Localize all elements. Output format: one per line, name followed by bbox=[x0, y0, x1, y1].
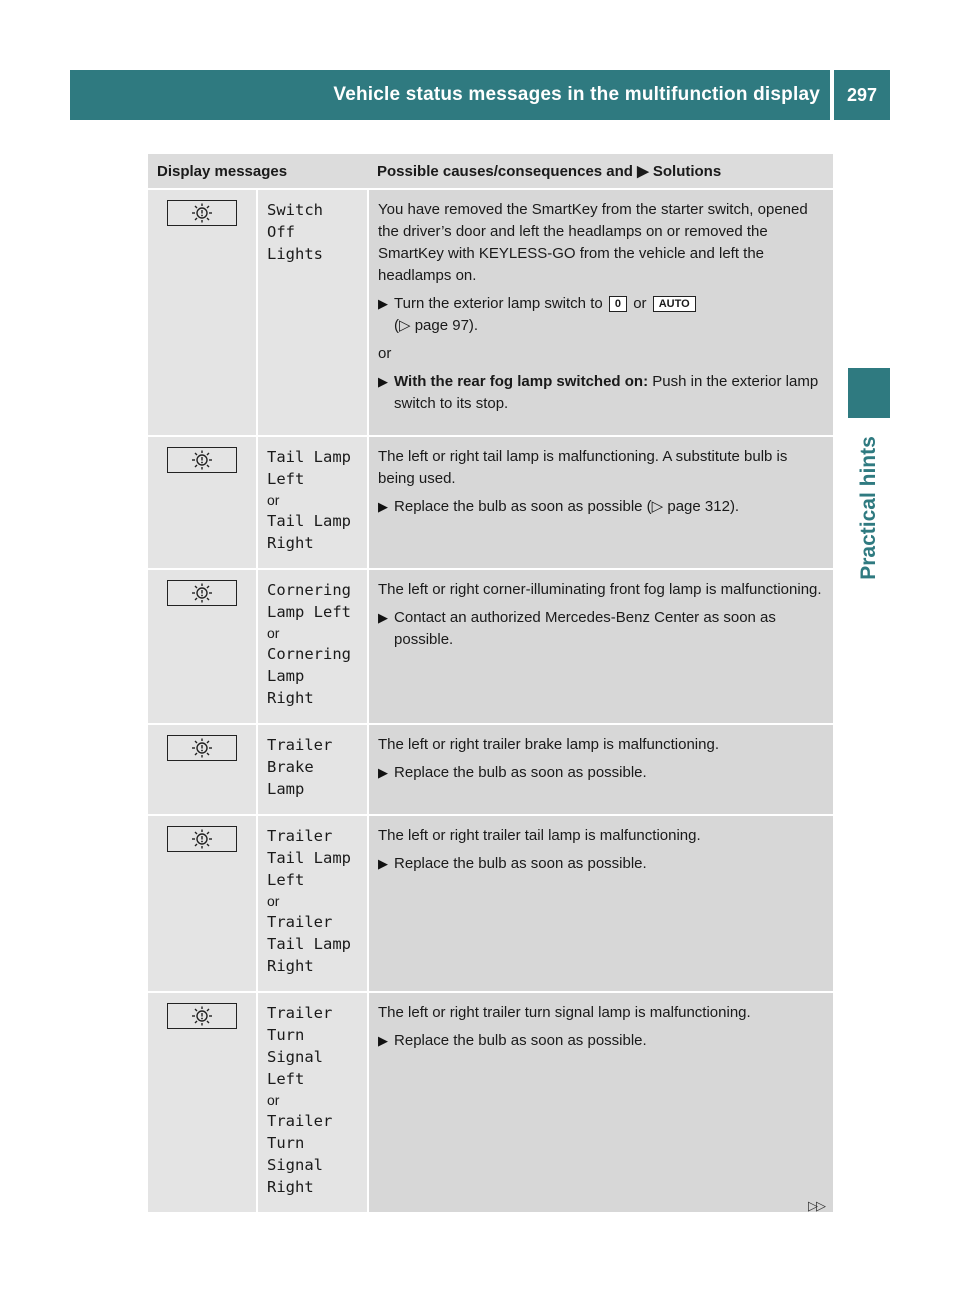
solution-step bbox=[378, 496, 824, 518]
step-text-part: Push in the exterior lamp switch to its stop. bbox=[394, 373, 819, 412]
icon-cell bbox=[148, 569, 257, 724]
or-text: or bbox=[267, 893, 280, 909]
display-message-line: Trailer bbox=[267, 1112, 333, 1130]
cause-text: The left or right trailer tail lamp is malfunctioning. bbox=[378, 827, 701, 844]
icon-cell bbox=[148, 724, 257, 815]
bulb-warning-icon bbox=[167, 826, 237, 852]
bulb-warning-icon bbox=[167, 580, 237, 606]
solution-step bbox=[378, 1030, 824, 1052]
solution-step bbox=[378, 371, 824, 415]
section-tab-marker bbox=[848, 368, 890, 418]
page-header bbox=[70, 70, 830, 120]
bulb-warning-icon bbox=[167, 735, 237, 761]
solution-step bbox=[378, 293, 824, 337]
display-message-line: Left bbox=[267, 470, 305, 488]
table-row bbox=[148, 436, 833, 569]
or-text: or bbox=[267, 1092, 280, 1108]
step-text bbox=[394, 371, 824, 415]
table-row bbox=[148, 724, 833, 815]
page-title: Vehicle status messages in the multifunction display bbox=[333, 84, 820, 105]
display-message-line: Switch bbox=[267, 201, 323, 219]
solution-cell bbox=[368, 436, 833, 569]
display-message-cell bbox=[257, 815, 368, 992]
step-arrow-icon: ▶ bbox=[378, 610, 389, 625]
step-arrow-icon: ▶ bbox=[378, 765, 389, 780]
display-message-line: Tail Lamp bbox=[267, 512, 351, 530]
step-text: Replace the bulb as soon as possible (▷ page 312). bbox=[394, 498, 740, 515]
solution-cell bbox=[368, 992, 833, 1213]
messages-table bbox=[148, 154, 833, 1214]
solution-step bbox=[378, 607, 824, 651]
cause-text: The left or right corner-illuminating front fog lamp is malfunctioning. bbox=[378, 581, 822, 598]
display-message-line: Right bbox=[267, 957, 314, 975]
display-message-line: Cornering bbox=[267, 645, 351, 663]
solution-cell bbox=[368, 724, 833, 815]
or-text: or bbox=[267, 625, 280, 641]
step-arrow-icon: ▶ bbox=[378, 296, 389, 311]
step-arrow-icon: ▶ bbox=[378, 374, 389, 389]
lamp-switch-zero-icon: 0 bbox=[609, 296, 627, 312]
table-row bbox=[148, 992, 833, 1213]
table-row bbox=[148, 189, 833, 436]
step-arrow-icon: ▶ bbox=[378, 856, 389, 871]
display-message-line: Trailer bbox=[267, 827, 333, 845]
display-message-line: Brake Lamp bbox=[267, 758, 314, 798]
step-text-part: or bbox=[633, 295, 647, 312]
display-message-line: Turn bbox=[267, 1026, 305, 1044]
step-text-part: Turn the exterior lamp switch to bbox=[394, 295, 603, 312]
display-message-cell bbox=[257, 569, 368, 724]
icon-cell bbox=[148, 436, 257, 569]
display-message-line: Trailer bbox=[267, 913, 333, 931]
display-message-cell bbox=[257, 189, 368, 436]
display-message-line: Tail Lamp bbox=[267, 849, 351, 867]
step-text: Contact an authorized Mercedes-Benz Center as soon as possible. bbox=[394, 609, 776, 648]
display-message-line: Cornering bbox=[267, 581, 351, 599]
lamp-switch-auto-icon: AUTO bbox=[653, 296, 696, 312]
display-message-line: Right bbox=[267, 534, 314, 552]
display-message-line: Lamp Right bbox=[267, 667, 314, 707]
display-message-line: Off Lights bbox=[267, 223, 323, 263]
column-header-solutions bbox=[368, 154, 833, 189]
arrow-right-icon: ▶ bbox=[637, 163, 649, 180]
display-message-line: Signal bbox=[267, 1048, 323, 1066]
display-message-cell bbox=[257, 992, 368, 1213]
column-header-display: Display messages bbox=[148, 154, 368, 189]
step-arrow-icon: ▶ bbox=[378, 1033, 389, 1048]
icon-cell bbox=[148, 815, 257, 992]
cause-text: You have removed the SmartKey from the starter switch, opened the driver’s door and left the headlamps on or removed the SmartKey with KEYLESS-GO from the vehicle and left the headlamps on. bbox=[378, 201, 808, 284]
table-row bbox=[148, 815, 833, 992]
step-text bbox=[394, 293, 824, 337]
solution-cell bbox=[368, 815, 833, 992]
cause-text: The left or right tail lamp is malfunctioning. A substitute bulb is being used. bbox=[378, 448, 788, 487]
table-header-row bbox=[148, 154, 833, 189]
step-text: Replace the bulb as soon as possible. bbox=[394, 1032, 647, 1049]
display-message-line: Lamp Left bbox=[267, 603, 351, 621]
display-message-line: Trailer bbox=[267, 1004, 333, 1022]
section-label: Practical hints bbox=[857, 436, 880, 580]
or-text: or bbox=[267, 492, 280, 508]
solution-cell bbox=[368, 569, 833, 724]
display-message-cell bbox=[257, 724, 368, 815]
column-header-solutions-post: Solutions bbox=[652, 163, 722, 180]
display-message-line: Right bbox=[267, 1178, 314, 1196]
solution-step bbox=[378, 853, 824, 875]
display-message-line: Signal bbox=[267, 1156, 323, 1174]
page-number: 297 bbox=[834, 70, 890, 120]
display-message-line: Trailer bbox=[267, 736, 333, 754]
table-row bbox=[148, 569, 833, 724]
display-message-line: Tail Lamp bbox=[267, 935, 351, 953]
or-text: or bbox=[378, 345, 392, 362]
column-header-solutions-pre: Possible causes/consequences and bbox=[377, 163, 633, 180]
page-reference: (▷ page 97). bbox=[394, 317, 479, 334]
step-text: Replace the bulb as soon as possible. bbox=[394, 855, 647, 872]
icon-cell bbox=[148, 189, 257, 436]
cause-text: The left or right trailer brake lamp is malfunctioning. bbox=[378, 736, 719, 753]
bulb-warning-icon bbox=[167, 447, 237, 473]
bulb-warning-icon bbox=[167, 1003, 237, 1029]
display-message-line: Tail Lamp bbox=[267, 448, 351, 466]
solution-step bbox=[378, 762, 824, 784]
step-text: Replace the bulb as soon as possible. bbox=[394, 764, 647, 781]
display-message-line: Turn bbox=[267, 1134, 305, 1152]
display-message-cell bbox=[257, 436, 368, 569]
continued-marker: ▷▷ bbox=[808, 1198, 824, 1213]
cause-text: The left or right trailer turn signal lamp is malfunctioning. bbox=[378, 1004, 751, 1021]
bulb-warning-icon bbox=[167, 200, 237, 226]
display-message-line: Left bbox=[267, 1070, 305, 1088]
solution-cell bbox=[368, 189, 833, 436]
icon-cell bbox=[148, 992, 257, 1213]
step-lead: With the rear fog lamp switched on: bbox=[394, 373, 649, 390]
step-arrow-icon: ▶ bbox=[378, 499, 389, 514]
display-message-line: Left bbox=[267, 871, 305, 889]
